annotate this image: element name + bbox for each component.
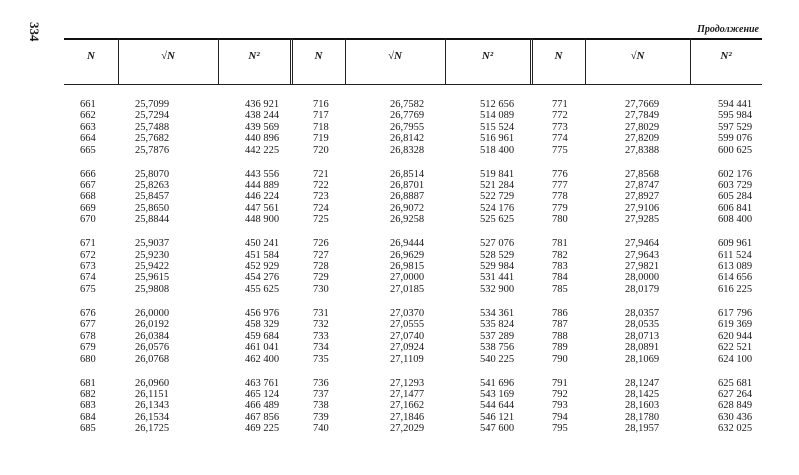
- table-cell: 734: [313, 342, 329, 354]
- table-cell: 630 436: [718, 411, 753, 423]
- table-cell: 740: [313, 423, 329, 435]
- table-cell: 611 524: [718, 249, 752, 261]
- row-group: [390, 238, 424, 295]
- row-group: [80, 378, 96, 435]
- table-cell: 26,8887: [390, 191, 425, 203]
- table-cell: 521 284: [480, 180, 515, 192]
- row-group: [313, 99, 329, 156]
- row-group: [135, 378, 169, 435]
- table-cell: 516 961: [480, 133, 515, 145]
- table-cell: 446 224: [245, 191, 280, 203]
- column-n-block-2: [313, 99, 329, 447]
- table-cell: 540 225: [480, 353, 515, 365]
- header-n: N: [554, 50, 563, 62]
- table-cell: 736: [313, 377, 329, 389]
- table-cell: 726: [313, 238, 329, 250]
- table-cell: 26,9444: [390, 238, 425, 250]
- table-cell: 27,1477: [390, 388, 425, 400]
- table-cell: 674: [80, 272, 96, 284]
- table-cell: 26,1725: [135, 423, 170, 435]
- table-cell: 724: [313, 202, 329, 214]
- row-group: [245, 308, 279, 365]
- column-sqrt-block-1: [135, 99, 169, 447]
- table-cell: 717: [313, 110, 329, 122]
- table-cell: 26,8701: [390, 180, 425, 192]
- page-number: 334: [27, 22, 42, 42]
- table-cell: 680: [80, 353, 96, 365]
- table-cell: 26,9258: [390, 214, 425, 226]
- table-cell: 459 684: [245, 330, 280, 342]
- table-cell: 27,8388: [625, 144, 660, 156]
- table-cell: 627 264: [718, 388, 753, 400]
- table-cell: 727: [313, 249, 329, 261]
- table-cell: 538 756: [480, 342, 515, 354]
- table-cell: 451 584: [245, 249, 280, 261]
- header-square: N²: [481, 50, 494, 62]
- table-cell: 27,8209: [625, 133, 660, 145]
- table-cell: 617 796: [718, 307, 753, 319]
- table-cell: 25,8457: [135, 191, 170, 203]
- table-cell: 27,7669: [625, 99, 660, 110]
- row-group: [718, 99, 752, 156]
- table-cell: 28,1247: [625, 377, 660, 389]
- table-cell: 465 124: [245, 388, 280, 400]
- table-cell: 725: [313, 214, 329, 226]
- table-cell: 731: [313, 307, 329, 319]
- row-group: [625, 238, 659, 295]
- table-cell: 25,8070: [135, 168, 170, 180]
- table-cell: 26,7955: [390, 121, 425, 133]
- row-group: [480, 169, 514, 226]
- table-cell: 599 076: [718, 133, 753, 145]
- table-cell: 786: [552, 307, 568, 319]
- table-cell: 27,1109: [390, 353, 424, 365]
- table-cell: 600 625: [718, 144, 753, 156]
- table-cell: 524 176: [480, 202, 515, 214]
- row-group: [625, 99, 659, 156]
- table-cell: 794: [552, 411, 568, 423]
- table-cell: 719: [313, 133, 329, 145]
- table-cell: 439 569: [245, 121, 280, 133]
- row-group: [390, 169, 424, 226]
- table-cell: 27,1846: [390, 411, 425, 423]
- table-cell: 518 400: [480, 144, 515, 156]
- table-cell: 790: [552, 353, 568, 365]
- table-cell: 620 944: [718, 330, 753, 342]
- table-cell: 452 929: [245, 261, 280, 273]
- table-cell: 784: [552, 272, 568, 284]
- row-group: [480, 238, 514, 295]
- table-cell: 27,8927: [625, 191, 660, 203]
- table-cell: 28,0891: [625, 342, 660, 354]
- table-cell: 730: [313, 283, 329, 295]
- table-cell: 683: [80, 400, 96, 412]
- table-cell: 685: [80, 423, 96, 435]
- table-cell: 537 289: [480, 330, 515, 342]
- table-cell: 722: [313, 180, 329, 192]
- table-cell: 25,8650: [135, 202, 170, 214]
- table-cell: 772: [552, 110, 568, 122]
- header-sqrt: √N: [388, 50, 402, 62]
- table-cell: 774: [552, 133, 568, 145]
- table-cell: 27,7849: [625, 110, 660, 122]
- table-cell: 671: [80, 238, 96, 250]
- table-cell: 663: [80, 121, 96, 133]
- table-cell: 669: [80, 202, 96, 214]
- table-cell: 628 849: [718, 400, 753, 412]
- header-sqrt: √N: [630, 50, 645, 62]
- header-square: N²: [248, 50, 260, 62]
- table-cell: 779: [552, 202, 568, 214]
- table-cell: 681: [80, 377, 96, 389]
- row-group: [390, 99, 424, 156]
- table-cell: 25,7488: [135, 121, 170, 133]
- row-group: [245, 378, 279, 435]
- table-cell: 26,0576: [135, 342, 170, 354]
- table-cell: 26,9815: [390, 261, 425, 273]
- table-cell: 25,7876: [135, 144, 170, 156]
- table-header-rule: [64, 84, 762, 85]
- table-cell: 27,1662: [390, 400, 425, 412]
- row-group: [552, 308, 568, 365]
- column-n-block-1: [80, 99, 96, 447]
- table-cell: 444 889: [245, 180, 280, 192]
- table-cell: 525 625: [480, 214, 515, 226]
- table-cell: 26,1534: [135, 411, 170, 423]
- table-cell: 450 241: [245, 238, 280, 250]
- table-cell: 28,0535: [625, 319, 660, 331]
- table-cell: 605 284: [718, 191, 753, 203]
- row-group: [390, 308, 424, 365]
- table-cell: 25,7294: [135, 110, 170, 122]
- table-cell: 514 089: [480, 110, 515, 122]
- row-group: [245, 99, 279, 156]
- table-cell: 535 824: [480, 319, 515, 331]
- table-cell: 733: [313, 330, 329, 342]
- table-cell: 616 225: [718, 283, 753, 295]
- table-cell: 26,7582: [390, 99, 425, 110]
- table-cell: 664: [80, 133, 96, 145]
- table-cell: 27,8747: [625, 180, 660, 192]
- row-group: [245, 238, 279, 295]
- table-cell: 25,7682: [135, 133, 170, 145]
- row-group: [552, 378, 568, 435]
- table-cell: 597 529: [718, 121, 753, 133]
- table-cell: 27,0740: [390, 330, 425, 342]
- table-cell: 787: [552, 319, 568, 331]
- row-group: [135, 169, 169, 226]
- table-cell: 25,8844: [135, 214, 170, 226]
- table-cell: 665: [80, 144, 96, 156]
- header-square: N²: [720, 50, 732, 62]
- row-group: [718, 308, 752, 365]
- table-cell: 26,0384: [135, 330, 170, 342]
- column-n-block-3: [552, 99, 568, 447]
- table-cell: 27,9106: [625, 202, 660, 214]
- table-cell: 547 600: [480, 423, 515, 435]
- table-cell: 625 681: [718, 377, 753, 389]
- table-cell: 26,1151: [135, 388, 169, 400]
- table-cell: 546 121: [480, 411, 515, 423]
- table-cell: 609 961: [718, 238, 753, 250]
- header-n: N: [87, 50, 95, 62]
- table-cell: 28,1603: [625, 400, 660, 412]
- table-cell: 614 656: [718, 272, 753, 284]
- table-cell: 27,0185: [390, 283, 425, 295]
- table-cell: 777: [552, 180, 568, 192]
- row-group: [718, 169, 752, 226]
- row-group: [313, 169, 329, 226]
- table-cell: 780: [552, 214, 568, 226]
- table-cell: 27,9464: [625, 238, 660, 250]
- table-cell: 606 841: [718, 202, 753, 214]
- table-cell: 528 529: [480, 249, 515, 261]
- table-cell: 26,9629: [390, 249, 425, 261]
- table-cell: 788: [552, 330, 568, 342]
- table-cell: 456 976: [245, 307, 280, 319]
- table-cell: 27,9643: [625, 249, 660, 261]
- table-cell: 716: [313, 99, 329, 110]
- table-cell: 781: [552, 238, 568, 250]
- table-cell: 675: [80, 283, 96, 295]
- table-cell: 27,0924: [390, 342, 425, 354]
- table-cell: 447 561: [245, 202, 280, 214]
- table-cell: 26,0192: [135, 319, 170, 331]
- row-group: [480, 99, 514, 156]
- table-cell: 27,9285: [625, 214, 660, 226]
- table-cell: 467 856: [245, 411, 280, 423]
- column-square-block-1: [245, 99, 279, 447]
- table-cell: 666: [80, 168, 96, 180]
- row-group: [313, 238, 329, 295]
- table-top-rule: [64, 38, 762, 40]
- table-cell: 27,0555: [390, 319, 425, 331]
- row-group: [80, 169, 96, 226]
- continuation-label: Продолжение: [697, 24, 759, 35]
- table-cell: 622 521: [718, 342, 753, 354]
- row-group: [480, 378, 514, 435]
- table-cell: 529 984: [480, 261, 515, 273]
- table-cell: 541 696: [480, 377, 515, 389]
- table-cell: 454 276: [245, 272, 280, 284]
- table-cell: 522 729: [480, 191, 515, 203]
- table-cell: 723: [313, 191, 329, 203]
- table-cell: 732: [313, 319, 329, 331]
- table-cell: 436 921: [245, 99, 280, 110]
- table-cell: 532 900: [480, 283, 515, 295]
- row-group: [552, 169, 568, 226]
- column-sqrt-block-2: [390, 99, 424, 447]
- table-cell: 461 041: [245, 342, 280, 354]
- table-cell: 28,0357: [625, 307, 660, 319]
- row-group: [313, 308, 329, 365]
- table-cell: 721: [313, 168, 329, 180]
- table-cell: 27,2029: [390, 423, 425, 435]
- table-cell: 25,9615: [135, 272, 170, 284]
- table-cell: 534 361: [480, 307, 515, 319]
- table-cell: 785: [552, 283, 568, 295]
- table-cell: 595 984: [718, 110, 753, 122]
- table-cell: 519 841: [480, 168, 515, 180]
- table-cell: 782: [552, 249, 568, 261]
- column-square-block-3: [718, 99, 752, 447]
- column-sqrt-block-3: [625, 99, 659, 447]
- row-group: [80, 99, 96, 156]
- table-cell: 795: [552, 423, 568, 435]
- table-cell: 737: [313, 388, 329, 400]
- table-cell: 26,8328: [390, 144, 425, 156]
- table-cell: 27,9821: [625, 261, 660, 273]
- table-cell: 778: [552, 191, 568, 203]
- table-cell: 603 729: [718, 180, 753, 192]
- table-cell: 544 644: [480, 400, 515, 412]
- row-group: [552, 238, 568, 295]
- table-cell: 28,0000: [625, 272, 660, 284]
- row-group: [625, 308, 659, 365]
- row-group: [313, 378, 329, 435]
- table-cell: 26,9072: [390, 202, 425, 214]
- table-cell: 624 100: [718, 353, 753, 365]
- table-cell: 672: [80, 249, 96, 261]
- header-n: N: [314, 50, 323, 62]
- row-group: [718, 378, 752, 435]
- table-cell: 678: [80, 330, 96, 342]
- column-square-block-2: [480, 99, 514, 447]
- table-cell: 27,0000: [390, 272, 425, 284]
- table-cell: 25,7099: [135, 99, 170, 110]
- table-cell: 773: [552, 121, 568, 133]
- table-cell: 28,1780: [625, 411, 660, 423]
- table-cell: 668: [80, 191, 96, 203]
- table-cell: 25,9037: [135, 238, 170, 250]
- table-cell: 27,8029: [625, 121, 660, 133]
- table-cell: 662: [80, 110, 96, 122]
- table-cell: 531 441: [480, 272, 515, 284]
- table-cell: 26,0768: [135, 353, 170, 365]
- table-cell: 676: [80, 307, 96, 319]
- table-cell: 458 329: [245, 319, 280, 331]
- table-cell: 735: [313, 353, 329, 365]
- table-cell: 632 025: [718, 423, 753, 435]
- table-cell: 28,1957: [625, 423, 660, 435]
- table-cell: 438 244: [245, 110, 280, 122]
- table-cell: 463 761: [245, 377, 280, 389]
- table-cell: 515 524: [480, 121, 515, 133]
- table-cell: 26,1343: [135, 400, 170, 412]
- table-cell: 27,1293: [390, 377, 425, 389]
- table-cell: 673: [80, 261, 96, 273]
- table-cell: 792: [552, 388, 568, 400]
- header-sqrt: √N: [161, 50, 175, 62]
- table-cell: 26,0000: [135, 307, 170, 319]
- table-cell: 28,1425: [625, 388, 660, 400]
- table-cell: 771: [552, 99, 568, 110]
- row-group: [135, 308, 169, 365]
- table-cell: 670: [80, 214, 96, 226]
- table-cell: 793: [552, 400, 568, 412]
- table-cell: 25,9422: [135, 261, 170, 273]
- row-group: [135, 238, 169, 295]
- table-cell: 679: [80, 342, 96, 354]
- table-cell: 28,1069: [625, 353, 660, 365]
- table-cell: 608 400: [718, 214, 753, 226]
- table-cell: 775: [552, 144, 568, 156]
- table-cell: 26,7769: [390, 110, 425, 122]
- table-cell: 720: [313, 144, 329, 156]
- table-cell: 27,8568: [625, 168, 660, 180]
- table-cell: 738: [313, 400, 329, 412]
- table-cell: 442 225: [245, 144, 280, 156]
- table-cell: 27,0370: [390, 307, 425, 319]
- row-group: [480, 308, 514, 365]
- table-cell: 25,9230: [135, 249, 170, 261]
- table-cell: 594 441: [718, 99, 753, 110]
- table-cell: 739: [313, 411, 329, 423]
- table-cell: 25,8263: [135, 180, 170, 192]
- table-cell: 28,0713: [625, 330, 660, 342]
- row-group: [80, 238, 96, 295]
- row-group: [135, 99, 169, 156]
- table-cell: 466 489: [245, 400, 280, 412]
- table-cell: 469 225: [245, 423, 280, 435]
- table-cell: 512 656: [480, 99, 515, 110]
- table-cell: 543 169: [480, 388, 515, 400]
- table-cell: 26,8142: [390, 133, 425, 145]
- table-cell: 619 369: [718, 319, 753, 331]
- table-cell: 776: [552, 168, 568, 180]
- table-cell: 613 089: [718, 261, 753, 273]
- table-cell: 602 176: [718, 168, 753, 180]
- table-cell: 527 076: [480, 238, 515, 250]
- table-cell: 677: [80, 319, 96, 331]
- table-cell: 448 900: [245, 214, 280, 226]
- table-cell: 455 625: [245, 283, 280, 295]
- row-group: [80, 308, 96, 365]
- row-group: [625, 378, 659, 435]
- table-cell: 25,9808: [135, 283, 170, 295]
- table-cell: 729: [313, 272, 329, 284]
- table-cell: 728: [313, 261, 329, 273]
- row-group: [552, 99, 568, 156]
- table-cell: 28,0179: [625, 283, 660, 295]
- table-cell: 791: [552, 377, 568, 389]
- table-cell: 462 400: [245, 353, 280, 365]
- table-cell: 443 556: [245, 168, 280, 180]
- table-cell: 440 896: [245, 133, 280, 145]
- row-group: [245, 169, 279, 226]
- table-cell: 783: [552, 261, 568, 273]
- row-group: [718, 238, 752, 295]
- row-group: [390, 378, 424, 435]
- table-cell: 667: [80, 180, 96, 192]
- table-cell: 26,8514: [390, 168, 425, 180]
- table-cell: 789: [552, 342, 568, 354]
- table-cell: 682: [80, 388, 96, 400]
- table-cell: 26,0960: [135, 377, 170, 389]
- table-cell: 718: [313, 121, 329, 133]
- row-group: [625, 169, 659, 226]
- table-cell: 661: [80, 99, 96, 110]
- table-cell: 684: [80, 411, 96, 423]
